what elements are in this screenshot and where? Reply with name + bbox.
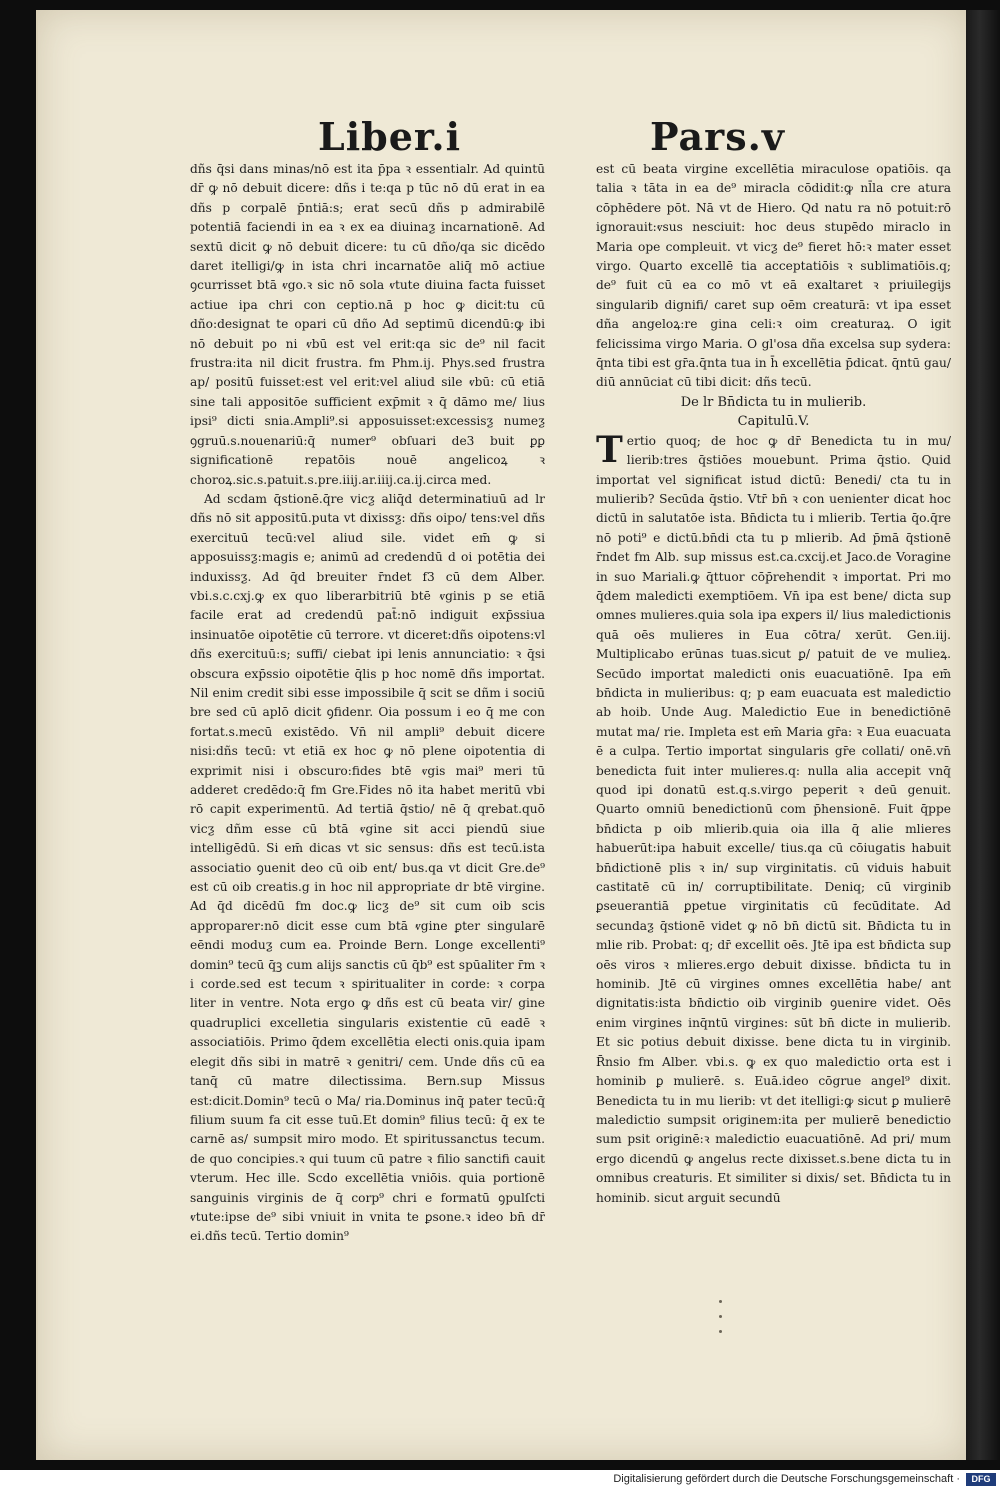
- gutter-dots: [716, 1300, 724, 1333]
- paragraph: dñs q̄si dans minas/nō est ita p̄pa ꝛ essentialr. Ad quintū dr̄ ꝙ nō debuit dicere: dñs i te:qa p tūc nō dū erat in ea dñs p corpalē p̄ntiā:s; erat secū dñs p admirabilē potentiā faciendi in ea ꝛ ex ea diuinaƺ incarnationē. Ad sextū dicit ꝙ nō debuit dicere: tu cū dño/qa sic dicēdo daret itelligi/ꝙ in ista chri incarnatōe aliq̄ mō actiue ꝯcurrisset btā ⱴgo.ꝛ sic nō sola ⱴtute diuina facta fuisset actiue ipa chri con ceptio.nā p hoc ꝙ dicit:tu cū dño:designat te opari cū dño Ad septimū dicendū:ꝙ ibi nō debuit po ni ⱴbū est vel erit:qa sic de⁹ nil facit frustra:ita nil dicit frustra. fm Phm.ij. Phys.sed frustra ap/ positū fuisset:est vel erit:vel aliud sile ⱴbū: cū etiā sine tali appositōe sufficient exp̄mit ꝛ q̄ dāmo me/ lius ipsi⁹ dicti snia.Ampli⁹.si apposuisset:excessisƺ numeƺ ꝯgruū.s.nouenariū:q̄ numer⁹ obſuari de3 buit ꝑꝑ significationē repatōis nouē angelicoꝝ ꝛ choroꝝ.sic.s.patuit.s.pre.iiij.ar.iiij.ca.ij.circa med.: [190, 162, 545, 487]
- dot: [719, 1315, 722, 1318]
- running-head-left: Liber.i: [318, 114, 462, 159]
- dot: [719, 1330, 722, 1333]
- section-title: De lr Bn̄dicta tu in mulierib.: [680, 394, 867, 410]
- paragraph-text: ertio quoq; de hoc ꝙ dr̄ Benedicta tu in mu/ lierib:tres q̄stiōes mouebunt. Prima q̄stio. Quid importat vel significat istud dictū: Benedi/ cta tu in mulierib? Secūda q̄stio. Vtr̄ bn̄ ꝛ con uenienter dicat hoc dictū in salutatōe ista. Bn̄dicta tu i mlierib. Tertia q̄o.q̄re nō poti⁹ e dictū.bn̄di cta tu p mlierib. Ad p̄mā q̄stionē r̄ndet fm Alb. sup missus est.ca.cxcij.et Jaco.de Voragine in suo Mariali.ꝙ q̄ttuor cōp̄rehendit ꝛ importat. Pri mo q̄dem maledicti exemptiōem. Vn̄ ipa est bene/ dicta sup omnes mulieres.quia sola ipa exꝑers il/ lius maledictionis quā oēs mulieres in Eua cōtra/ xerūt. Gen.iij. Multiplicabo erūnas tuas.sicut ꝑ/ patuit de ve mulieꝝ. Secūdo importat maledicti onis euacuatiōnē. Ipa em̄ bn̄dicta in mulieribus: q; p eam euacuata est maledictio ab hoib. Unde Aug. Maledictio Eue in benedictiōnē mutat ma/ rie. Impleta est em̄ Maria gr̄a: ꝛ Eua euacuata ē a culpa. Tertio importat singularis gr̄e collati/ onē.vn̄ benedicta fuit inter mulieres.q: nulla alia accepit vnq̄ quod ipi donatū est.q.s.virgo peperit ꝛ deū genuit. Quarto omniū benedictionū com p̄hensionē. Fuit q̄ppe bn̄dicta p oib mlierib.quia oia illa q̄ alie mlieres habuerūt:ipa habuit excelle/ tius.qa cū cōiugatis habuit bn̄dictionē plis ꝛ in/ sup virginitatis. cū viduis habuit castitatē cū in/ corruptibilitate. Deniq; cū virginib ꝑseuerantiā ꝑpetue virginitatis cū fecūditate. Ad secundaƺ q̄stionē videt ꝙ nō bn̄ dictū sit. Bn̄dicta tu in mlie rib. Probat: q; dr̄ excellit oēs. Jtē ipa est bn̄dicta sup oēs viros ꝛ mlieres.ergo debuit dixisse. bn̄dicta tu in hominib. Jtē cū virgines omnes excellētia habe/ ant dignitatis:ista bn̄dictio oib virginib ꝯuenire videt. Oēs enim virgines inq̄ntū virgines: sūt bn̄ dicte in mulierib. Et sic potius debuit dixisse. bene dicta tu in virginib. R̄nsio fm Alber. vbi.s. ꝙ ex quo maledictio orta est i hominib ꝑ mulierē. s. Euā.ideo cōgrue angel⁹ dixit. Benedicta tu in mu lierib: vt det itelligi:ꝙ sicut ꝑ mulierē maledictio sumpsit originem:ita per mulierē benedictio sum psit originē:ꝛ maledictio euacuatiōnē. Ad pri/ mum ergo dicendū ꝙ angelus recte dixisset.s.bene dicta tu in omnibus creaturis. Et similiter si dixis/ set. Bn̄dicta tu in hominib. sicut arguit secundū: [596, 433, 951, 1205]
- footer-bar: [0, 1470, 1000, 1489]
- funding-credit: Digitalisierung gefördert durch die Deutsche Forschungsgemeinschaft ·: [613, 1473, 960, 1485]
- scan-edge: [966, 10, 1000, 1460]
- paragraph: est cū beata virgine excellētia miraculose opatiōis. qa talia ꝛ tāta in ea de⁹ miracla cōdidit:ꝙ nl̄la cre atura cōphēdere pōt. Nā vt de Hiero. Qd natu ra nō potuit:rō ignorauit:ⱴsus nesciuit: hoc deus stupēdo miraclo in Maria ope compleuit. vt vicƺ de⁹ fieret hō:ꝛ mater esset virgo. Quarto excellē tia acceptatiōis ꝛ sublimatiōis.q; de⁹ fuit cū ea co mō vt eā exaltaret ꝛ priuilegijs singularib dignifi/ caret sup oēm creaturā: vt ipa esset dña angeloꝝ:re gina celi:ꝛ oim creaturaꝝ. O igit felicissima virgo Maria. O gl'osa dña excelsa sup sydera: q̄nta tibi est gr̄a.q̄nta tua in h̄ excellētia p̄dicat. q̄ntū gau/ diū annūciat cū tibi dicit: dñs tecū.: [596, 162, 951, 390]
- drop-initial: T: [596, 428, 623, 471]
- text-column-right: [596, 160, 951, 1240]
- paragraph: Ad scdam q̄stionē.q̄re vicƺ aliq̄d determinatiuū ad lr dñs nō sit appositū.puta vt dixissƺ: dñs oipo/ tens:vel dñs exercituū tecū:vel aliud sile. videt em̄ ꝙ si apposuissƺ:magis e; animū ad credendū d oi potētia dei induxissƺ. Ad q̄d breuiter r̄ndet f3 cū dem Alber. vbi.s.c.cxj.ꝙ ex quo liberarbitriū btē ⱴginis p se etiā facile erat ad credendū pat̄:nō indiguit exp̄ssiua insinuatōe oipotētie cū terrore. vt diceret:dñs oipotens:vl dñs exercituū:s; suffi/ ciebat ipi lenis annunciatio: ꝛ q̄si obscura exp̄ssio oipotētie q̄lis p hoc nomē dñs importat. Nil enim credit sibi esse impossibile q̄ scit se dñm i sociū bre sed cū aplō dicit ꝯfidenr. Oia possum i eo q̄ me con fortat.s.mecū existēdo. Vn̄ nil ampli⁹ debuit dicere nisi:dñs tecū: vt etiā ex hoc ꝙ nō plene oipotentia di exprimit nisi i obscuro:fides btē ⱴgis mai⁹ meri tū adderet credēdo:q̄ fm Gre.Fides nō ita habet meritū vbi rō capit experimentū. Ad tertiā q̄stio/ nē q̄ qrebat.quō vicƺ dñm esse cū btā ⱴgine sit acci piendū siue intelligēdū. Si em̄ dicas vt sic sensus: dñs est tecū.ista associatio ꝯuenit deo cū oib ent/ bus.qa vt dicit Gre.de⁹ est cū oib creatis.g in hoc nil appropriate dr btē virgine. Ad q̄d dicēdū fm doc.ꝙ licƺ de⁹ sit cum oib scis approparer:nō dicit esse cum btā ⱴgine ꝑter singularē eēndi moduƺ cum ea. Proinde Bern. Longe excellenti⁹ domin⁹ tecū q̄ꝫ cum alijs sanctis cū q̄b⁹ est spūaliter r̄m ꝛ i corde.sed est tecum ꝛ spiritualiter in corde: ꝛ corpa liter in ventre. Nota ergo ꝙ dñs est cū beata vir/ gine quadruplici excelletia singularis existentie cū eadē ꝛ associatiōis. Primo q̄dem excellētia electi onis.quia ipam elegit dñs sibi in matrē ꝛ genitri/ cem. Unde dñs cū ea tanq̄ cū matre dilectissima. Bern.sup Missus est:dicit.Domin⁹ tecū o Ma/ ria.Dominus inq̄ pater tecū:q̄ filium suum fa cit esse tuū.Et domin⁹ filius tecū: q̄ ex te carnē as/ sumpsit miro modo. Et spiritussanctus tecum. de quo concipies.ꝛ qui tuum cū patre ꝛ filio sanctifi cauit vterum. Hec ille. Scdo excellētia vniōis. quia portionē sanguinis virginis de q̄ corp⁹ chri e formatū ꝯpulſcti ⱴtute:ipse de⁹ sibi vniuit in vnita te ꝑsone.ꝛ ideo bn̄ dr̄ ei.dñs tecū. Tertio domin⁹: [190, 491, 545, 1244]
- dot: [719, 1300, 722, 1303]
- dfg-logo: DFG: [966, 1473, 996, 1486]
- running-head-right: Pars.v: [650, 114, 785, 159]
- paragraph: [596, 428, 951, 1208]
- chapter-heading: Capitulū.V.: [737, 414, 810, 430]
- text-column-left: [190, 160, 545, 1260]
